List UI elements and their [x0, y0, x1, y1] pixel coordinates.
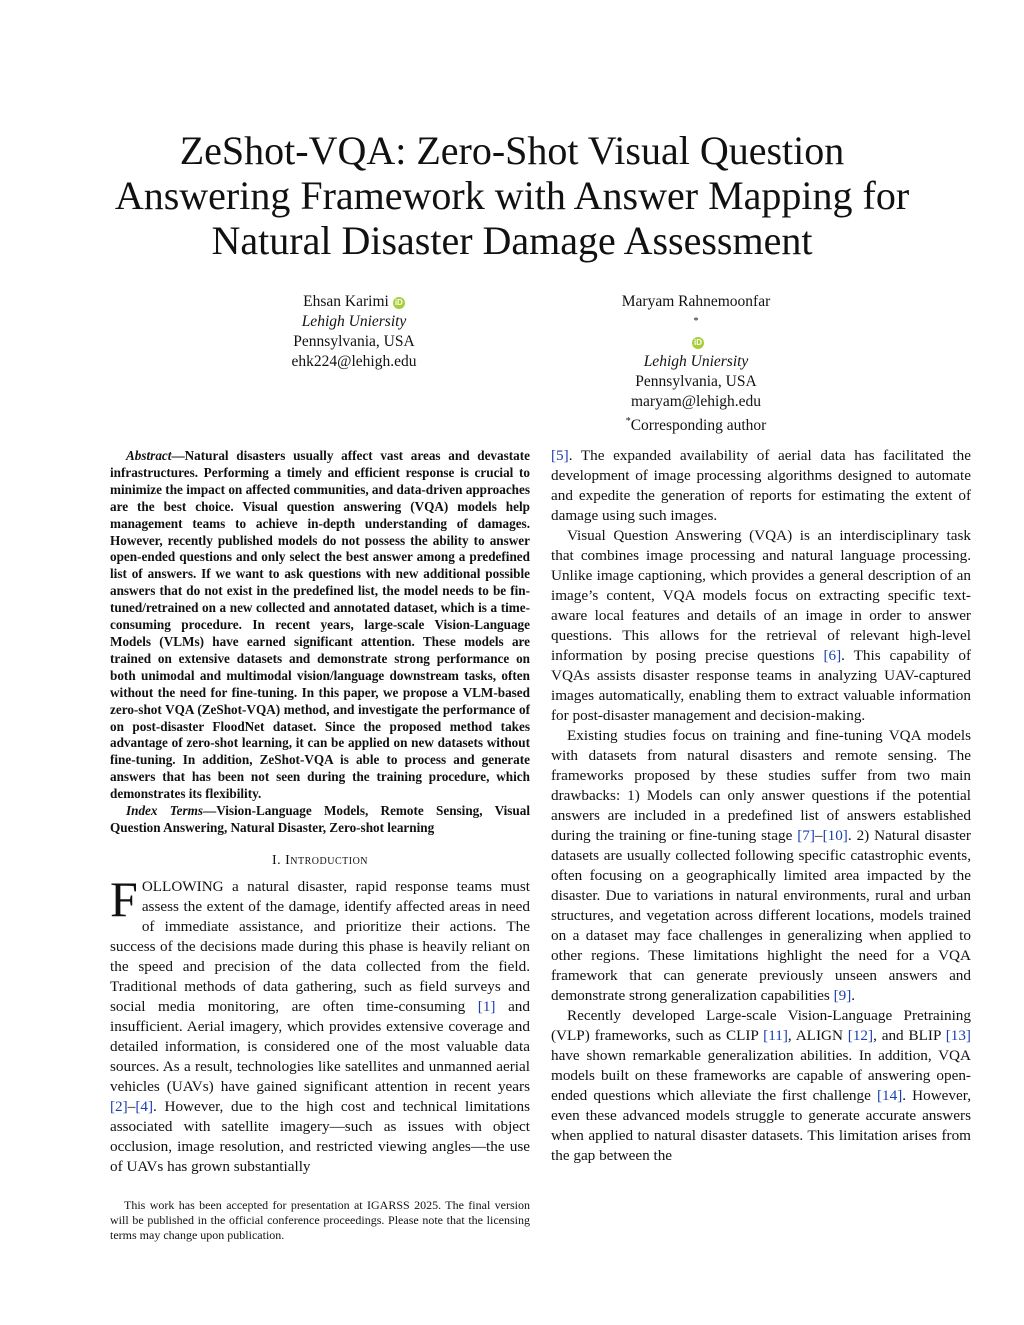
text-run: a natural disaster, rapid response teams must assess the extent of the damage, identify affected areas in need of immediate assistance, and prioritize their actions. The success of the decisions made during this phase is heavily reliant on the speed and precision of the data collected from the field. Traditional methods of data gathering, such as field surveys and social media monitoring, are often time-consuming	[110, 877, 530, 1015]
citation-link[interactable]: [2]	[110, 1097, 128, 1115]
author-block-1	[194, 292, 514, 372]
citation-link[interactable]: [1]	[477, 997, 496, 1015]
text-run: , ALIGN	[787, 1027, 848, 1044]
title-line-1: ZeShot-VQA: Zero-Shot Visual Question	[179, 128, 845, 173]
intro-paragraph-1	[110, 870, 530, 1177]
footnote: This work has been accepted for presentation at IGARSS 2025. The final version will be published in the official conference proceedings. Please note that the licensing terms may change upon publication.	[110, 1198, 530, 1242]
citation-link[interactable]: [11]	[763, 1027, 788, 1044]
text-run: . The expanded availability of aerial data has facilitated the development of image processing algorithms designed to automate and expedite the generation of reports for estimating the extent of damage using such images.	[551, 447, 971, 524]
intro-paragraph-4	[551, 1006, 971, 1166]
author-affiliation: Lehigh Uniersity	[643, 353, 749, 370]
text-run: have shown remarkable generalization abilities. In addition, VQA models built on these frameworks are capable of answering open-ended questions which alleviate the first challenge	[551, 1047, 971, 1104]
citation-link[interactable]: [5]	[551, 447, 569, 464]
text-run: –	[127, 1097, 136, 1115]
title-line-2: Answering Framework with Answer Mapping for	[114, 173, 910, 218]
text-run: . This capability of VQAs assists disaster response teams in analyzing UAV-captured images automatically, enabling them to extract valuable information for post-disaster management and decision-making.	[551, 647, 972, 724]
text-run: . However, even these advanced models struggle to generate accurate answers when applied to natural disaster datasets. This limitation arises from the gap between the	[551, 1087, 971, 1164]
text-run: Visual Question Answering (VQA) is an interdisciplinary task that combines image processing and natural language processing. Unlike image captioning, which provides a general description of an image’s content, VQA models focus on extracting specific text-aware local features and details of an image in order to answer questions. This allows for the retrieval of relevant high-level information by posing precise questions	[551, 527, 971, 664]
citation-link[interactable]: [13]	[945, 1027, 971, 1044]
text-run: .	[851, 987, 856, 1004]
abstract-label: Abstract	[126, 448, 172, 463]
intro-paragraph-1-continued	[551, 446, 971, 526]
index-terms	[110, 803, 530, 837]
title-line-3: Natural Disaster Damage Assessment	[211, 218, 813, 263]
author-affiliation: Lehigh Uniersity	[301, 313, 407, 330]
intro-paragraph-3	[551, 726, 971, 1006]
text-run: and insufficient. Aerial imagery, which provides extensive coverage and detailed information, is considered one of the most valuable data sources. As a result, technologies like satellites and unmanned aerial vehicles (UAVs) have gained significant attention in recent years	[110, 997, 530, 1095]
orcid-icon[interactable]: iD	[694, 338, 702, 347]
author-email[interactable]: maryam@lehigh.edu	[630, 393, 762, 410]
left-column	[110, 448, 530, 1177]
orcid-icon[interactable]: iD	[394, 298, 403, 307]
citation-link[interactable]: [7]	[797, 827, 815, 844]
text-run: Recently developed Large-scale Vision-Language Pretraining (VLP) frameworks, such as CLIP	[551, 1007, 971, 1044]
section-title: Introduction	[285, 852, 369, 868]
citation-link[interactable]: [9]	[833, 987, 852, 1004]
drop-cap: F	[110, 870, 138, 927]
abstract	[110, 448, 530, 803]
text-run: Existing studies focus on training and fine-tuning VQA models with datasets from natural disasters and remote sensing. The frameworks proposed by these studies suffer from two main drawbacks: 1) Models can only answer questions if the potential answers are included in a predefined list of answers established during the training or fine-tuning stage	[551, 727, 971, 844]
citation-link[interactable]: [4]	[135, 1097, 154, 1115]
right-column	[551, 446, 971, 1166]
corresponding-note: Corresponding author	[630, 417, 767, 434]
index-terms-label: Index Terms	[126, 803, 203, 819]
text-run: , and BLIP	[873, 1027, 946, 1044]
text-run: –	[814, 827, 823, 844]
citation-link[interactable]: [12]	[847, 1027, 874, 1044]
author-location: Pennsylvania, USA	[293, 333, 415, 350]
lead-word: OLLOWING	[141, 877, 224, 895]
corresponding-note-line	[536, 412, 856, 436]
intro-paragraph-2	[551, 526, 971, 726]
index-terms-text: —Vision-Language Models, Remote Sensing, Visual Question Answering, Natural Disaster, Zero-shot learning	[110, 803, 530, 835]
citation-link[interactable]: [14]	[876, 1087, 903, 1104]
author-name: Maryam Rahnemoonfar	[621, 293, 771, 310]
author-name-line	[536, 292, 856, 352]
paper-title	[60, 128, 964, 263]
author-email[interactable]: ehk224@lehigh.edu	[291, 353, 417, 370]
abstract-text: —Natural disasters usually affect vast areas and devastate infrastructures. Performing a timely and efficient response is crucial to minimize the impact on affected communities, and data-driven approaches are the best choice. Visual question answering (VQA) models help management teams to achieve in-depth understanding of damages. However, recently published models do not possess the ability to answer open-ended questions and only select the best answer among a predefined list of answers. If we want to ask questions with new additional possible answers that do not exist in the predefined list, the model needs to be fin-tuned/retrained on a new collected and annotated dataset, which is a time-consuming procedure. In recent years, large-scale Vision-Language Models (VLMs) have earned significant attention. These models are trained on extensive datasets and demonstrate strong performance on both unimodal and multimodal vision/language downstream tasks, often without the need for fine-tuning. In this paper, we propose a VLM-based zero-shot VQA (ZeShot-VQA) method, and investigate the performance of on post-disaster FloodNet dataset. Since the proposed method takes advantage of zero-shot learning, it can be applied on new datasets without fine-tuning. In addition, ZeShot-VQA is able to process and generate answers that has been not seen during the training procedure, which demonstrates its flexibility.	[110, 448, 530, 802]
author-name: Ehsan Karimi	[303, 293, 389, 310]
text-run: . 2) Natural disaster datasets are usually collected following specific catastrophic events, often focusing on a geographically limited area impacted by the disaster. Due to variations in natural environments, rural and urban structures, and vegetation across different locations, models trained on a dataset may face challenges in generalizing when applied to other regions. These limitations highlight the need for a VQA framework that can generate previously unseen answers and demonstrate strong generalization capabilities	[551, 827, 971, 1004]
section-heading-introduction	[110, 851, 530, 871]
citation-link[interactable]: [10]	[822, 827, 848, 844]
citation-link[interactable]: [6]	[823, 647, 842, 664]
section-number: I.	[271, 852, 282, 868]
author-name-line	[194, 292, 514, 312]
corresponding-star: *	[625, 416, 631, 427]
text-run: . However, due to the high cost and technical limitations associated with satellite imagery—such as issues with object occlusion, image resolution, and restricted viewing angles—the use of UAVs has grown substantially	[110, 1097, 530, 1175]
corresponding-star: *	[693, 316, 699, 327]
author-block-2	[536, 292, 856, 436]
author-location: Pennsylvania, USA	[635, 373, 757, 390]
